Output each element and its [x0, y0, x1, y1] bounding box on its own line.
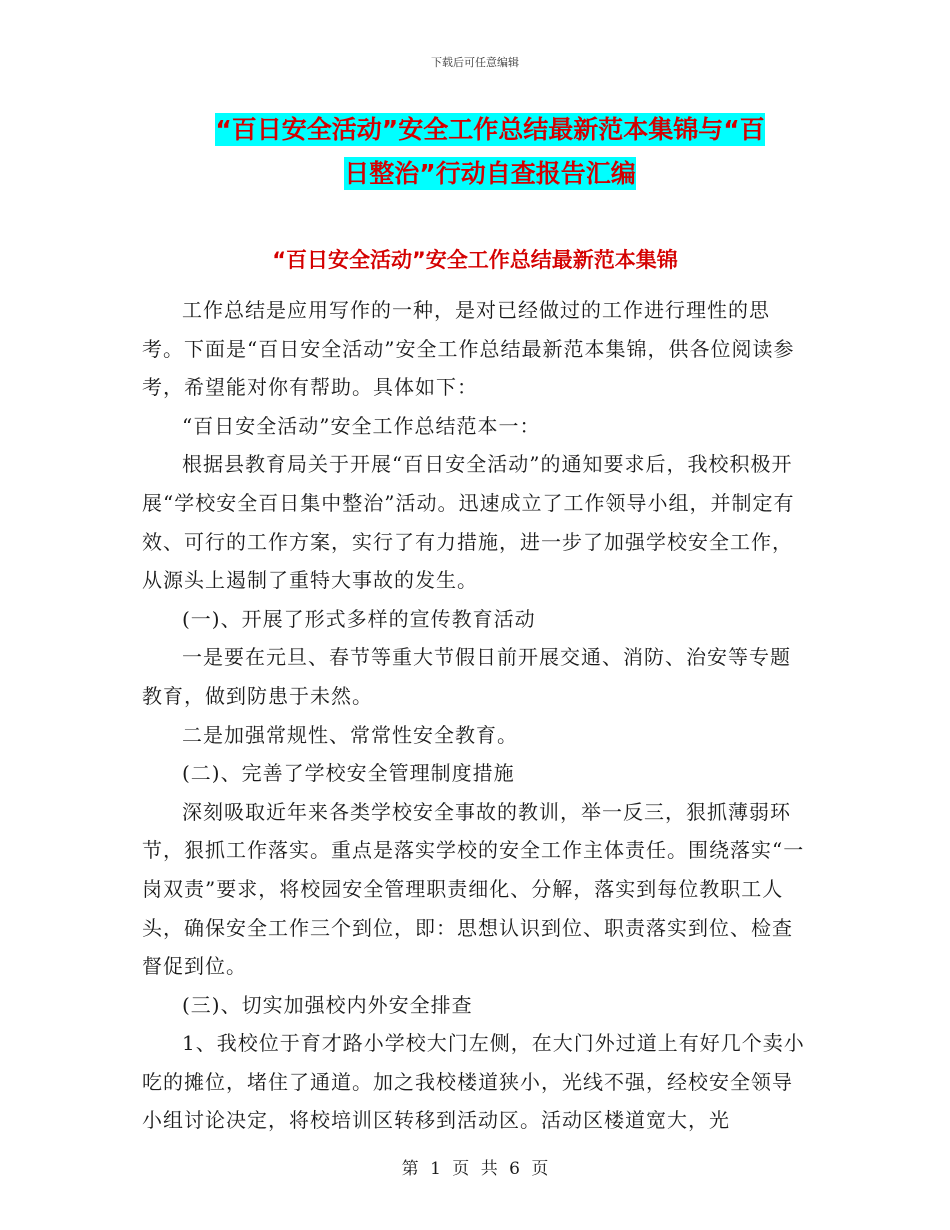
document-title-line-2: 日整治”行动自查报告汇编 — [344, 159, 636, 188]
page-footer: 第 1 页 共 6 页 — [401, 1159, 549, 1179]
paragraph: 根据县教育局关于开展“百日安全活动”的通知要求后，我校积极开展“学校安全百日集中整治”活动。迅速成立了工作领导小组，并制定有效、可行的工作方案，实行了有力措施，进一步了加强学校安全工作，从源头上遏制了重特大事故的发生。 — [142, 452, 795, 593]
paragraph: 一是要在元旦、春节等重大节假日前开展交通、消防、治安等专题教育，做到防患于未然。 — [142, 645, 791, 708]
paragraph: (一)、开展了形式多样的宣传教育活动 — [182, 606, 536, 631]
document-title — [160, 108, 820, 196]
paragraph: 1、我校位于育才路小学校大门左侧，在大门外过道上有好几个卖小吃的摊位，堵住了通道。加之我校楼道狭小，光线不强，经校安全领导小组讨论决定，将校培训区转移到活动区。活动区楼道宽大，光 — [142, 1031, 805, 1133]
paragraph: 深刻吸取近年来各类学校安全事故的教训，举一反三，狠抓薄弱环节，狠抓工作落实。重点是落实学校的安全工作主体责任。围绕落实“一岗双责”要求，将校园安全管理职责细化、分解，落实到每位教职工人头，确保安全工作三个到位，即：思想认识到位、职责落实到位、检查督促到位。 — [142, 799, 805, 979]
section-title: “百日安全活动”安全工作总结最新范本集锦 — [272, 248, 678, 272]
paragraph: (二)、完善了学校安全管理制度措施 — [182, 761, 515, 786]
paragraph: 工作总结是应用写作的一种，是对已经做过的工作进行理性的思考。下面是“百日安全活动”安全工作总结最新范本集锦，供各位阅读参考，希望能对你有帮助。具体如下： — [142, 298, 795, 400]
document-title-line-1: “百日安全活动”安全工作总结最新范本集锦与“百 — [215, 115, 765, 144]
body-text — [142, 291, 810, 1140]
paragraph: 二是加强常规性、常常性安全教育。 — [182, 722, 518, 747]
paragraph: “百日安全活动”安全工作总结范本一： — [182, 413, 541, 438]
header-note: 下载后可任意编辑 — [431, 56, 519, 69]
paragraph: (三)、切实加强校内外安全排查 — [182, 992, 473, 1017]
